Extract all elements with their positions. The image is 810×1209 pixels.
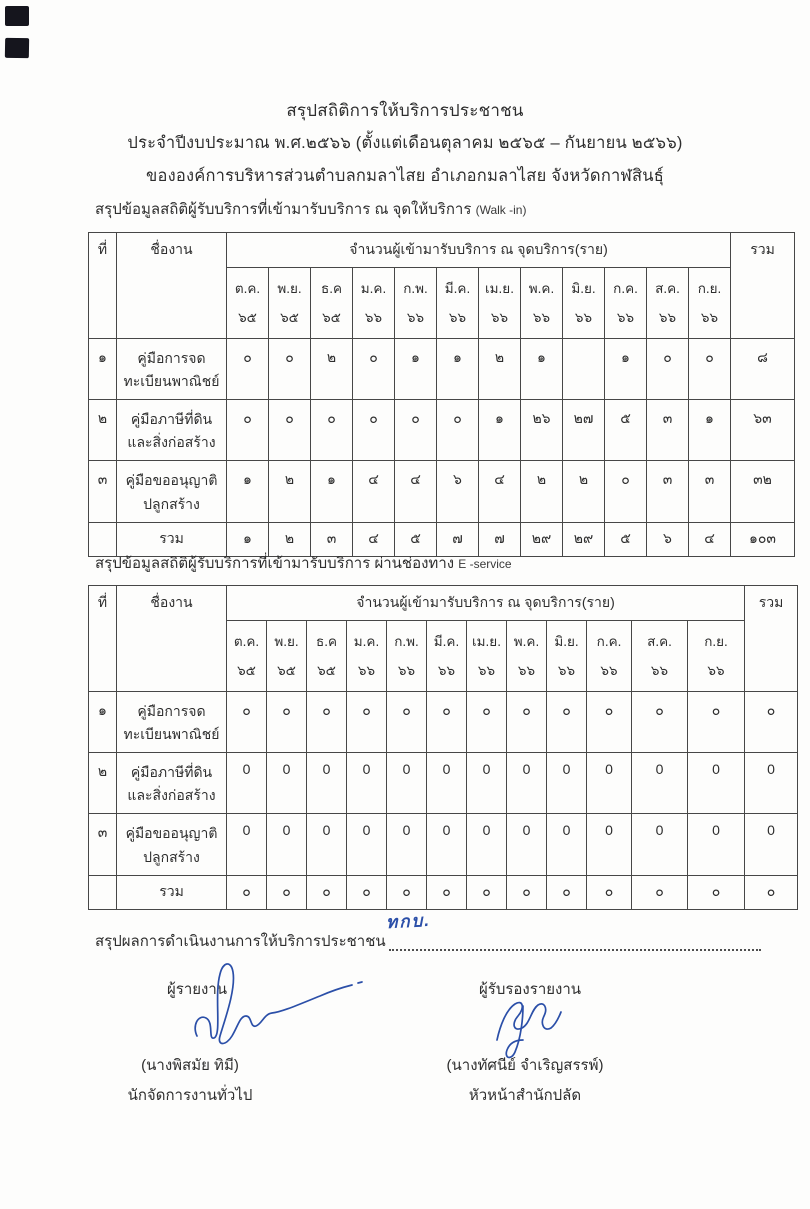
value-cell: ๐ [311, 400, 353, 461]
value-cell: 0 [547, 814, 587, 875]
month-year: ๖๖ [532, 310, 551, 326]
month-year: ๖๖ [490, 310, 509, 326]
value-cell: ๒ [311, 339, 353, 400]
month-year: ๖๖ [707, 663, 725, 679]
total-value-cell: ๐ [547, 875, 587, 909]
total-value-cell: ๕ [605, 522, 647, 556]
job-name-line1: คู่มือภาษีที่ดิน [130, 764, 213, 781]
value-cell: ๒ [479, 339, 521, 400]
month-header-cell [427, 621, 467, 692]
value-cell: 0 [347, 753, 387, 814]
value-cell: ๐ [347, 692, 387, 753]
month-abbrev: ก.ค. [613, 281, 638, 296]
job-name-line2: และสิ่งก่อสร้าง [127, 434, 216, 451]
month-year: ๖๖ [650, 663, 669, 679]
value-cell: ๓ [689, 461, 731, 522]
reporter-name: (นางพิสมัย ทิมี) [141, 1057, 239, 1074]
value-cell: ๐ [227, 692, 267, 753]
month-abbrev: มิ.ย. [554, 634, 579, 649]
month-year: ๖๖ [616, 310, 635, 326]
value-cell: 0 [227, 753, 267, 814]
month-year: ๖๖ [448, 310, 467, 326]
value-cell: ๔ [395, 461, 437, 522]
value-cell: ๐ [647, 339, 689, 400]
document-subtitle-org: ขององค์การบริหารส่วนตำบลกมลาไสย อำเภอกมลาไสย จังหวัดกาฬสินธุ์ [146, 167, 664, 185]
row-total-cell: 0 [745, 753, 798, 814]
value-cell: 0 [587, 814, 632, 875]
value-cell: 0 [307, 753, 347, 814]
month-header-cell [347, 621, 387, 692]
month-abbrev: ม.ค. [360, 281, 387, 296]
value-cell: ๔ [479, 461, 521, 522]
reporter-signature [195, 964, 352, 1044]
month-abbrev: ก.พ. [403, 281, 428, 296]
total-value-cell: ๗ [479, 522, 521, 556]
value-cell: ๐ [307, 692, 347, 753]
value-cell: ๐ [688, 692, 745, 753]
month-year: ๖๖ [700, 310, 719, 326]
total-value-cell: ๐ [587, 875, 632, 909]
value-cell: ๒ [521, 461, 563, 522]
job-name-line1: คู่มือภาษีที่ดิน [130, 411, 213, 428]
month-year: ๖๕ [238, 310, 257, 326]
month-abbrev: มิ.ย. [571, 281, 596, 296]
certifier-label: ผู้รับรองรายงาน [479, 981, 582, 998]
value-cell: ๐ [269, 339, 311, 400]
month-abbrev: ต.ค. [234, 281, 261, 296]
month-abbrev: ก.ค. [596, 634, 622, 649]
total-value-cell: ๗ [437, 522, 479, 556]
month-year: ๖๖ [557, 663, 576, 679]
month-abbrev: ส.ค. [647, 634, 672, 649]
value-cell: ๑ [311, 461, 353, 522]
value-cell: 0 [688, 753, 745, 814]
col-header-no: ที่ [89, 233, 117, 339]
value-cell: 0 [307, 814, 347, 875]
month-header-cell [479, 268, 521, 339]
total-value-cell: ๐ [387, 875, 427, 909]
col-header-count-span: จำนวนผู้เข้ามารับบริการ ณ จุดบริการ(ราย) [227, 233, 731, 268]
table-total-row [89, 875, 798, 909]
value-cell: ๑ [605, 339, 647, 400]
month-year: ๖๕ [280, 310, 299, 326]
month-abbrev: พ.ย. [277, 281, 302, 296]
document-title: สรุปสถิติการให้บริการประชาชน [286, 101, 524, 120]
eservice-table [88, 585, 798, 910]
value-cell: ๐ [547, 692, 587, 753]
value-cell: ๐ [227, 400, 269, 461]
total-row-empty-cell [89, 875, 117, 909]
job-name-cell [117, 400, 227, 461]
month-year: ๖๖ [437, 663, 456, 679]
month-abbrev: ส.ค. [655, 281, 680, 296]
walkin-section-label-th: สรุปข้อมูลสถิติผู้รับบริการที่เข้ามารับบริการ ณ จุดให้บริการ [95, 201, 472, 218]
value-cell: ๑ [437, 339, 479, 400]
table-row [89, 400, 795, 461]
month-header-cell [227, 621, 267, 692]
total-value-cell: ๐ [227, 875, 267, 909]
reporter-position: นักจัดการงานทั่วไป [127, 1087, 253, 1104]
eservice-section-label-th: สรุปข้อมูลสถิติผู้รับบริการที่เข้ามารับบริการ ผ่านช่องทาง [95, 555, 455, 572]
total-value-cell: ๒ [269, 522, 311, 556]
row-number-cell: ๓ [89, 461, 117, 522]
month-abbrev: พ.ค. [513, 634, 540, 649]
total-value-cell: ๔ [689, 522, 731, 556]
value-cell: ๐ [689, 339, 731, 400]
walkin-section-label-en: (Walk -in) [475, 203, 527, 217]
eservice-section-label-en: E -service [458, 557, 512, 571]
value-cell: ๑ [689, 400, 731, 461]
month-header-cell [395, 268, 437, 339]
month-abbrev: ธ.ค [320, 281, 343, 296]
scan-artifact-mark [5, 6, 29, 26]
row-number-cell: ๑ [89, 339, 117, 400]
month-abbrev: พ.ค. [528, 281, 555, 296]
col-header-job: ชื่องาน [117, 233, 227, 339]
walkin-table [88, 232, 795, 557]
col-header-job: ชื่องาน [117, 586, 227, 692]
month-header-cell [387, 621, 427, 692]
month-abbrev: ม.ค. [353, 634, 380, 649]
month-abbrev: ธ.ค [315, 634, 338, 649]
month-header-cell [587, 621, 632, 692]
month-header-cell [647, 268, 689, 339]
value-cell: ๕ [605, 400, 647, 461]
total-value-cell: ๒๙ [563, 522, 605, 556]
month-year: ๖๖ [364, 310, 383, 326]
month-year: ๖๖ [600, 663, 618, 679]
certifier-signature [497, 1003, 561, 1040]
job-name-line2: ทะเบียนพาณิชย์ [123, 373, 220, 390]
value-cell: ๒ [563, 461, 605, 522]
total-value-cell: ๓ [311, 522, 353, 556]
job-name-cell [117, 339, 227, 400]
grand-total-cell: ๐ [745, 875, 798, 909]
job-name-cell [117, 814, 227, 875]
value-cell: ๐ [353, 400, 395, 461]
value-cell: ๑ [395, 339, 437, 400]
value-cell [563, 339, 605, 400]
month-abbrev: ต.ค. [233, 634, 260, 649]
month-header-cell [353, 268, 395, 339]
scan-artifact-mark [5, 38, 29, 58]
month-abbrev: ก.พ. [394, 634, 419, 649]
month-abbrev: ก.ย. [704, 634, 728, 649]
col-header-count-span: จำนวนผู้เข้ามารับบริการ ณ จุดบริการ(ราย) [227, 586, 745, 621]
month-header-cell [507, 621, 547, 692]
total-value-cell: ๐ [347, 875, 387, 909]
value-cell: 0 [688, 814, 745, 875]
col-header-no: ที่ [89, 586, 117, 692]
value-cell: 0 [387, 814, 427, 875]
month-header-cell [563, 268, 605, 339]
eservice-section-label [95, 551, 512, 575]
month-year: ๖๕ [317, 663, 336, 679]
job-name-line2: ทะเบียนพาณิชย์ [123, 726, 220, 743]
month-abbrev: ก.ย. [697, 281, 722, 296]
month-header-cell [307, 621, 347, 692]
total-row-label: รวม [117, 522, 227, 556]
grand-total-cell: ๑๐๓ [731, 522, 795, 556]
value-cell: ๐ [267, 692, 307, 753]
month-year: ๖๖ [397, 663, 416, 679]
month-year: ๖๖ [406, 310, 425, 326]
certifier-position: หัวหน้าสำนักปลัด [468, 1087, 582, 1104]
value-cell: ๔ [353, 461, 395, 522]
row-number-cell: ๒ [89, 400, 117, 461]
value-cell: 0 [507, 814, 547, 875]
month-year: ๖๕ [277, 663, 296, 679]
value-cell: 0 [547, 753, 587, 814]
job-name-line1: คู่มือขออนุญาติ [125, 825, 218, 842]
value-cell: ๐ [605, 461, 647, 522]
value-cell: ๐ [227, 339, 269, 400]
col-header-total: รวม [745, 586, 798, 692]
job-name-line2: ปลูกสร้าง [143, 495, 200, 512]
row-total-cell: ๖๓ [731, 400, 795, 461]
value-cell: 0 [387, 753, 427, 814]
value-cell: ๒๗ [563, 400, 605, 461]
total-value-cell: ๑ [227, 522, 269, 556]
table-header-row [89, 586, 798, 621]
row-number-cell: ๓ [89, 814, 117, 875]
month-year: ๖๖ [574, 310, 593, 326]
total-value-cell: ๔ [353, 522, 395, 556]
value-cell: ๑ [521, 339, 563, 400]
table-row [89, 339, 795, 400]
total-value-cell: ๐ [267, 875, 307, 909]
value-cell: ๐ [269, 400, 311, 461]
value-cell: 0 [632, 753, 688, 814]
value-cell: 0 [347, 814, 387, 875]
month-abbrev: มี.ค. [444, 281, 471, 296]
row-total-cell: ๓๒ [731, 461, 795, 522]
value-cell: 0 [427, 814, 467, 875]
total-value-cell: ๕ [395, 522, 437, 556]
month-year: ๖๕ [322, 310, 341, 326]
value-cell: ๖ [437, 461, 479, 522]
month-year: ๖๖ [517, 663, 536, 679]
month-header-cell [547, 621, 587, 692]
value-cell: 0 [632, 814, 688, 875]
value-cell: ๓ [647, 400, 689, 461]
value-cell: ๐ [467, 692, 507, 753]
value-cell: 0 [507, 753, 547, 814]
value-cell: ๒๖ [521, 400, 563, 461]
row-number-cell: ๒ [89, 753, 117, 814]
month-year: ๖๖ [658, 310, 677, 326]
value-cell: ๐ [395, 400, 437, 461]
month-year: ๖๕ [237, 663, 256, 679]
dotted-fill-line [389, 934, 761, 951]
month-abbrev: มี.ค. [433, 634, 460, 649]
total-value-cell: ๒๙ [521, 522, 563, 556]
total-row-label: รวม [117, 875, 227, 909]
value-cell: 0 [267, 814, 307, 875]
month-header-cell [688, 621, 745, 692]
total-value-cell: ๐ [427, 875, 467, 909]
table-row [89, 814, 798, 875]
value-cell: ๐ [507, 692, 547, 753]
value-cell: ๐ [437, 400, 479, 461]
value-cell: ๑ [227, 461, 269, 522]
total-value-cell: ๐ [467, 875, 507, 909]
row-total-cell: ๐ [745, 692, 798, 753]
handwritten-note: ทกบ. [385, 910, 432, 933]
month-header-cell [311, 268, 353, 339]
certifier-name: (นางทัศนีย์ จำเริญสรรพ์) [446, 1057, 604, 1074]
month-header-cell [605, 268, 647, 339]
reporter-label: ผู้รายงาน [167, 981, 228, 998]
month-header-cell [269, 268, 311, 339]
table-row [89, 753, 798, 814]
row-total-cell: ๘ [731, 339, 795, 400]
job-name-line2: และสิ่งก่อสร้าง [127, 787, 216, 804]
value-cell: 0 [467, 753, 507, 814]
value-cell: ๐ [387, 692, 427, 753]
month-header-cell [689, 268, 731, 339]
reporter-signature-dot [358, 982, 362, 983]
value-cell: 0 [587, 753, 632, 814]
value-cell: ๒ [269, 461, 311, 522]
total-value-cell: ๐ [632, 875, 688, 909]
table-row [89, 692, 798, 753]
table-header-row [89, 233, 795, 268]
job-name-line2: ปลูกสร้าง [143, 848, 200, 865]
certifier-signature-descender [506, 1006, 523, 1058]
month-header-cell [632, 621, 688, 692]
month-header-cell [227, 268, 269, 339]
document-subtitle-period: ประจำปีงบประมาณ พ.ศ.๒๕๖๖ (ตั้งแต่เดือนตุลาคม ๒๕๖๕ – กันยายน ๒๕๖๖) [127, 134, 683, 152]
total-value-cell: ๐ [688, 875, 745, 909]
month-abbrev: เม.ย. [485, 281, 514, 296]
month-header-cell [521, 268, 563, 339]
month-header-cell [437, 268, 479, 339]
job-name-cell [117, 692, 227, 753]
table-row [89, 461, 795, 522]
month-header-cell [467, 621, 507, 692]
value-cell: 0 [267, 753, 307, 814]
month-year: ๖๖ [357, 663, 376, 679]
value-cell: ๐ [427, 692, 467, 753]
col-header-total: รวม [731, 233, 795, 339]
total-value-cell: ๐ [507, 875, 547, 909]
walkin-section-label [95, 197, 526, 221]
row-number-cell: ๑ [89, 692, 117, 753]
job-name-cell [117, 461, 227, 522]
job-name-line1: คู่มือการจด [137, 703, 206, 720]
value-cell: ๐ [632, 692, 688, 753]
total-value-cell: ๖ [647, 522, 689, 556]
summary-label: สรุปผลการดำเนินงานการให้บริการประชาชน [95, 933, 386, 950]
value-cell: 0 [427, 753, 467, 814]
value-cell: ๐ [353, 339, 395, 400]
job-name-line1: คู่มือการจด [137, 350, 206, 367]
month-header-cell [267, 621, 307, 692]
value-cell: ๓ [647, 461, 689, 522]
value-cell: ๐ [587, 692, 632, 753]
job-name-cell [117, 753, 227, 814]
month-year: ๖๖ [477, 663, 496, 679]
job-name-line1: คู่มือขออนุญาติ [125, 472, 218, 489]
value-cell: 0 [227, 814, 267, 875]
row-total-cell: 0 [745, 814, 798, 875]
total-value-cell: ๐ [307, 875, 347, 909]
month-abbrev: พ.ย. [274, 634, 299, 649]
month-abbrev: เม.ย. [472, 634, 501, 649]
value-cell: ๑ [479, 400, 521, 461]
value-cell: 0 [467, 814, 507, 875]
